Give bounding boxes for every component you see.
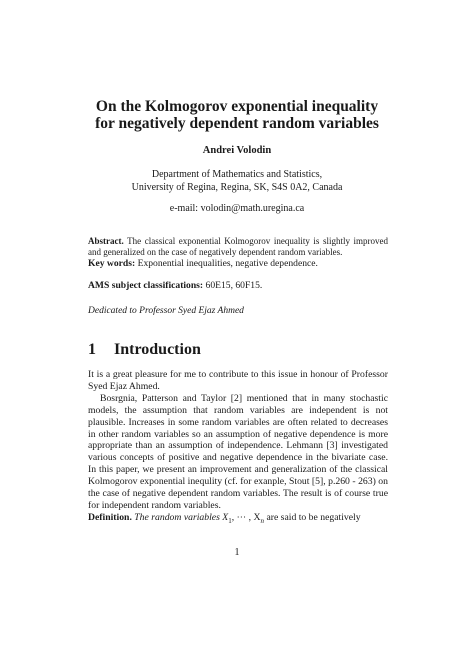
- dedication: Dedicated to Professor Syed Ejaz Ahmed: [88, 306, 244, 316]
- affiliation-line-1: Department of Mathematics and Statistics,: [151, 169, 323, 180]
- title-line-2: for negatively dependent random variables: [95, 115, 379, 132]
- definition-end: are said to be negatively: [264, 511, 361, 523]
- section-body: [88, 369, 388, 528]
- ams-classification: [88, 280, 388, 292]
- definition-paragraph: [88, 512, 388, 528]
- affiliation: [40, 168, 434, 194]
- definition-subscript-n: n: [260, 516, 265, 525]
- section-heading: [88, 341, 201, 359]
- paragraph-2: Bosrgnia, Patterson and Taylor [2] mentioned that in many stochastic models, the assumption that random variables are independent is not plausible. Increases in some random variables are often related to decreases in other random variables so an assumption of negative dependence is more appropriate than an assumption of independence. Lehmann [3] investigated various concepts of positive and negative dependence in the bivariate case. In this paper, we present an improvement and generalization of the classical Kolmogorov exponential inequlity (cf. for exanple, Stout [5], p.260 - 263) on the case of negative dependent random variables. The result is of course true for independent random variables.: [88, 392, 388, 511]
- definition-mid: , ⋯ , X: [231, 511, 261, 523]
- ams-label: AMS subject classifications:: [88, 280, 204, 291]
- affiliation-line-2: University of Regina, Regina, SK, S4S 0A2, Canada: [131, 182, 343, 193]
- abstract-text: The classical exponential Kolmogorov inequality is slightly improved and generalized on the case of negatively dependent random variables.: [88, 236, 389, 257]
- section-title: Introduction: [114, 341, 201, 358]
- definition-subscript-1: 1: [228, 516, 232, 525]
- author-name: Andrei Volodin: [202, 145, 272, 156]
- page-number: 1: [234, 547, 240, 558]
- abstract-label: Abstract.: [88, 236, 124, 246]
- author-email: e-mail: volodin@math.uregina.ca: [169, 203, 305, 214]
- paragraph-1: It is a great pleasure for me to contribute to this issue in honour of Professor Syed Ejaz Ahmed.: [88, 369, 388, 392]
- keywords: [88, 258, 388, 270]
- section-number: 1: [88, 341, 96, 358]
- title-line-1: On the Kolmogorov exponential inequality: [95, 98, 379, 115]
- ams-text: 60E15, 60F15.: [205, 280, 263, 291]
- keywords-text: Exponential inequalities, negative dependence.: [137, 258, 318, 269]
- definition-text: The random variables X: [134, 511, 229, 523]
- keywords-label: Key words:: [88, 258, 136, 269]
- definition-label: Definition.: [88, 511, 132, 523]
- abstract: [88, 236, 388, 258]
- paper-title: [40, 98, 434, 132]
